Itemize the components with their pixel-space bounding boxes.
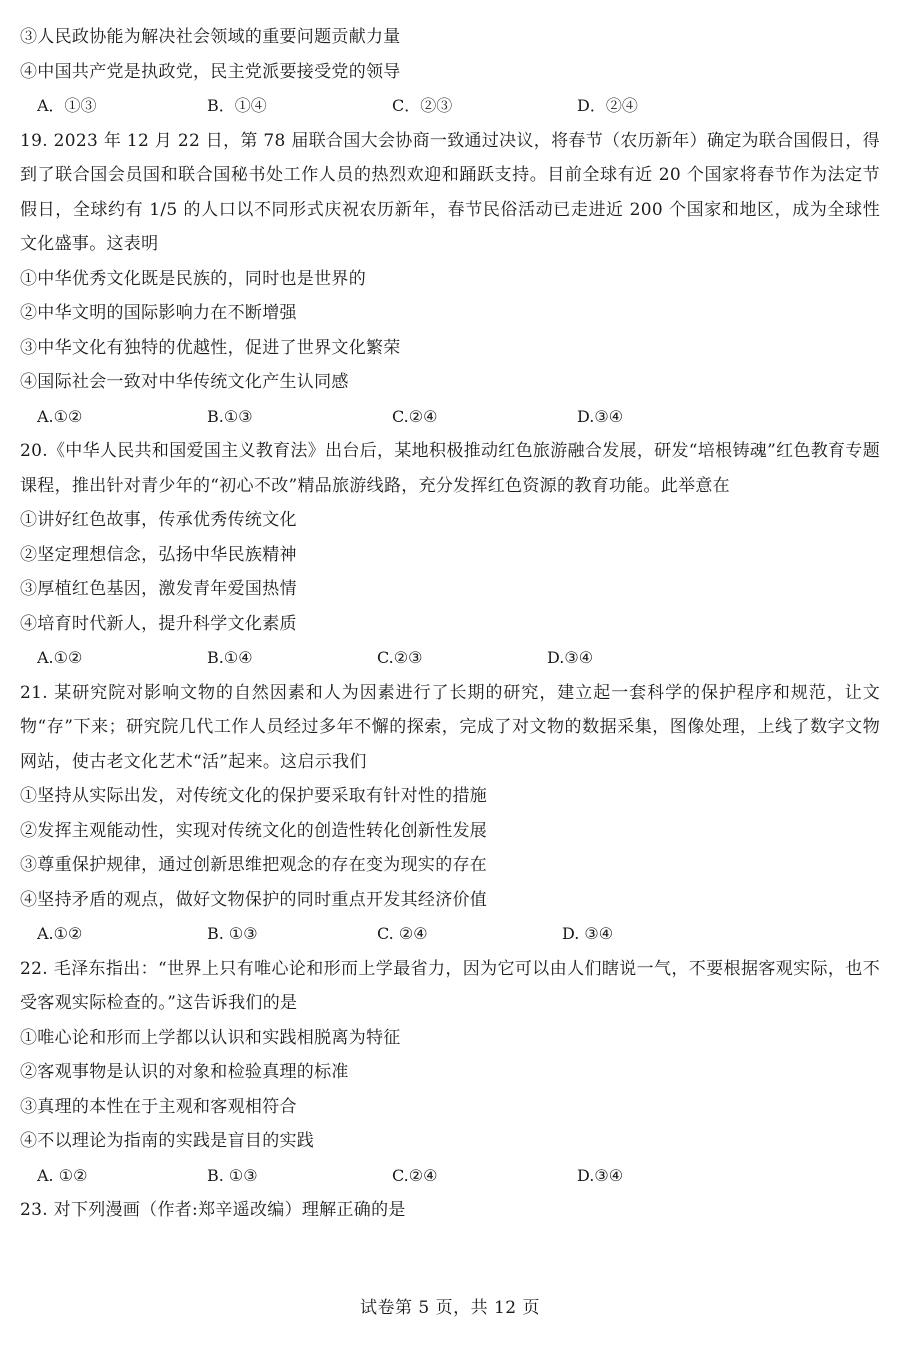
page-footer: 试卷第 5 页，共 12 页 xyxy=(359,1298,541,1318)
statement: ①中华优秀文化既是民族的，同时也是世界的 xyxy=(20,268,366,289)
option-c: C.②④ xyxy=(392,1165,438,1185)
statement: ②客观事物是认识的对象和检验真理的标准 xyxy=(20,1062,349,1082)
option-c: C．②③ xyxy=(392,96,453,115)
option-b: B.①④ xyxy=(207,648,253,667)
statement: ①坚持从实际出发，对传统文化的保护要采取有针对性的措施 xyxy=(20,786,488,806)
option-a: A．①③ xyxy=(37,96,97,115)
statement: ①唯心论和形而上学都以认识和实践相脱离为特征 xyxy=(20,1027,401,1048)
option-d: D.③④ xyxy=(547,648,594,667)
option-d: D. ③④ xyxy=(562,924,614,943)
question-20 xyxy=(20,434,880,676)
question-23 xyxy=(20,1193,880,1228)
option-c: C.②④ xyxy=(392,406,438,426)
statement: ③人民政协能为解决社会领域的重要问题贡献力量 xyxy=(20,27,401,47)
statement: ④不以理论为指南的实践是盲目的实践 xyxy=(20,1131,315,1151)
answer-options xyxy=(20,400,880,435)
statement: ①讲好红色故事，传承优秀传统文化 xyxy=(20,510,297,530)
question-22 xyxy=(20,952,880,1194)
exam-page xyxy=(20,20,880,1228)
statement: ③厚植红色基因，激发青年爱国热情 xyxy=(20,579,297,599)
option-a: A.①② xyxy=(37,406,83,426)
option-a: A.①② xyxy=(37,924,83,943)
statement: ②坚定理想信念，弘扬中华民族精神 xyxy=(20,544,297,565)
option-b: B.①③ xyxy=(207,406,253,426)
option-c: C. ②④ xyxy=(377,924,428,943)
option-a: A.①② xyxy=(37,648,83,667)
answer-options xyxy=(20,89,880,124)
question-stem: 20.《中华人民共和国爱国主义教育法》出台后，某地积极推动红色旅游融合发展，研发“培根铸魂”红色教育专题课程，推出针对青少年的“初心不改”精品旅游线路，充分发挥红色资源的教育功能。此举意在 xyxy=(20,441,880,496)
statement: ③中华文化有独特的优越性，促进了世界文化繁荣 xyxy=(20,337,401,358)
question-19 xyxy=(20,124,880,435)
statement: ④培育时代新人，提升科学文化素质 xyxy=(20,613,297,634)
option-b: B．①④ xyxy=(207,96,267,115)
question-stem: 19. 2023 年 12 月 22 日，第 78 届联合国大会协商一致通过决议，将春节（农历新年）确定为联合国假日，得到了联合国会员国和联合国秘书处工作人员的热烈欢迎和踊跃支持。目前全球有近 20 个国家将春节作为法定节假日，全球约有 1/5 的人口以不同形式庆祝农历新年，春节民俗活动已走进近 200 个国家和地区，成为全球性文化盛事。这表明 xyxy=(20,130,880,254)
statement: ②中华文明的国际影响力在不断增强 xyxy=(20,303,297,323)
statement: ④国际社会一致对中华传统文化产生认同感 xyxy=(20,372,349,392)
option-b: B. ①③ xyxy=(207,1165,258,1185)
option-d: D．②④ xyxy=(577,96,638,115)
answer-options xyxy=(20,1159,880,1194)
question-stem: 22. 毛泽东指出：“世界上只有唯心论和形而上学最省力，因为它可以由人们瞎说一气，不要根据客观实际，也不受客观实际检查的。”这告诉我们的是 xyxy=(20,958,880,1013)
question-stem: 21. 某研究院对影响文物的自然因素和人为因素进行了长期的研究，建立起一套科学的保护程序和规范，让文物“存”下来；研究院几代工作人员经过多年不懈的探索，完成了对文物的数据采集，图像处理，上线了数字文物网站，使古老文化艺术“活”起来。这启示我们 xyxy=(20,682,880,772)
option-a: A. ①② xyxy=(37,1165,88,1185)
statement: ②发挥主观能动性，实现对传统文化的创造性转化创新性发展 xyxy=(20,820,488,841)
statement: ③真理的本性在于主观和客观相符合 xyxy=(20,1096,297,1117)
statement: ④坚持矛盾的观点，做好文物保护的同时重点开发其经济价值 xyxy=(20,889,488,910)
statement: ③尊重保护规律，通过创新思维把观念的存在变为现实的存在 xyxy=(20,855,488,875)
question-18-tail xyxy=(20,20,880,124)
option-d: D.③④ xyxy=(577,1165,624,1185)
question-21 xyxy=(20,676,880,952)
answer-options xyxy=(20,641,880,676)
option-d: D.③④ xyxy=(577,406,624,426)
option-b: B. ①③ xyxy=(207,924,258,943)
statement: ④中国共产党是执政党，民主党派要接受党的领导 xyxy=(20,61,401,82)
option-c: C.②③ xyxy=(377,648,423,667)
question-stem: 23. 对下列漫画（作者:郑辛遥改编）理解正确的是 xyxy=(20,1200,406,1220)
answer-options xyxy=(20,917,880,952)
